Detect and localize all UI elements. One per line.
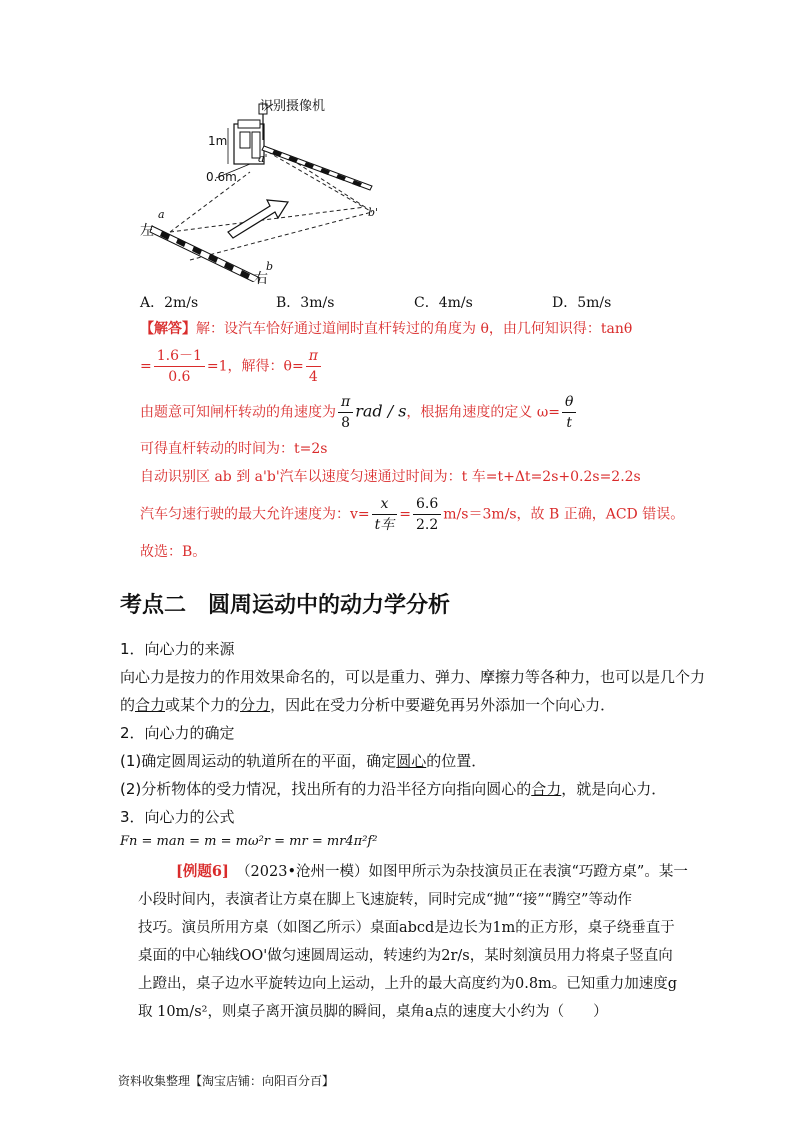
left-barrier bbox=[150, 226, 260, 282]
point-1-text-b: 的合力或某个力的分力，因此在受力分析中要避免再另外添加一个向心力． bbox=[120, 696, 616, 714]
point-1-text-a: 向心力是按力的作用效果命名的，可以是重力、弹力、摩擦力等各种力，也可以是几个力 bbox=[120, 668, 706, 686]
example-line-5: 上蹬出，桌子边水平旋转边向上运动，上升的最大高度约为0.8m。已知重力加速度g bbox=[138, 976, 678, 992]
answer-line-6: 汽车匀速行驶的最大允许速度为：v= $\frac{x}{\text{t车}}$ = $\frac{6.6}{2.2}$ m/s＝3m/s，故 B 正确，ACD 错误。 bbox=[140, 496, 685, 533]
example-line-3: 技巧。演员所用方桌（如图乙所示）桌面abcd是边长为1m的正方形，桌子绕垂直于 bbox=[138, 920, 675, 936]
answer-line-3: 由题意可知闸杆转动的角速度为 $\frac{\pi}{8}$ rad / s，根据角速度的定义 ω= $\frac{\theta}{t}$ bbox=[140, 392, 578, 433]
gate-figure bbox=[140, 92, 390, 282]
point-2-text-2: (2)分析物体的受力情况，找出所有的力沿半径方向指向圆心的合力，就是向心力． bbox=[120, 780, 667, 798]
example-tag: [例题6] bbox=[176, 863, 229, 880]
answer-line-7: 故选：B。 bbox=[140, 544, 207, 560]
answer-line-1: 【解答】解：设汽车恰好通过道闸时直杆转过的角度为 θ，由几何知识得：tanθ bbox=[140, 321, 633, 337]
width-label: 0.6m bbox=[206, 170, 237, 184]
height-label: 1m bbox=[208, 134, 228, 148]
point-3-title: 3．向心力的公式 bbox=[120, 808, 235, 826]
gate-diagram-svg bbox=[140, 92, 390, 282]
force-formula: Fn = man = m = mω²r = mr = mr4π²f² bbox=[120, 834, 378, 849]
point-2-text-1: (1)确定圆周运动的轨道所在的平面，确定圆心的位置． bbox=[120, 752, 487, 770]
example-line-1: [例题6] （2023•沧州一模）如图甲所示为杂技演员正在表演“巧蹬方桌”。某一 bbox=[176, 863, 688, 880]
point-a-prime-label: a' bbox=[258, 152, 268, 165]
point-a-label: a bbox=[158, 208, 165, 221]
answer-tag: 【解答】 bbox=[140, 321, 196, 337]
example-line-4: 桌面的中心轴线OO'做匀速圆周运动，转速约为2r/s，某时刻演员用力将桌子竖直向 bbox=[138, 948, 673, 964]
footer-text: 资料收集整理【淘宝店铺：向阳百分百】 bbox=[118, 1074, 335, 1088]
option-d: D．5m/s bbox=[552, 295, 612, 311]
example-line-6: 取 10m/s²，则桌子离开演员脚的瞬间，桌角a点的速度大小约为（ ） bbox=[138, 1004, 608, 1020]
point-b-prime-label: b' bbox=[368, 206, 379, 219]
point-2-title: 2．向心力的确定 bbox=[120, 724, 235, 742]
option-c: C．4m/s bbox=[414, 295, 473, 311]
answer-line-2: = $\frac{1.6-1}{0.6}$ =1，解得：θ= $\frac{\pi}{4}$ bbox=[140, 346, 323, 387]
answer-line-5: 自动识别区 ab 到 a'b'汽车以速度匀速通过时间为：t 车=t+Δt=2s+0.2s=2.2s bbox=[140, 469, 641, 485]
option-a: A．2m/s bbox=[140, 295, 199, 311]
right-barrier-arm bbox=[262, 146, 372, 190]
camera-label: 识别摄像机 bbox=[260, 99, 326, 114]
right-label: 右 bbox=[254, 271, 268, 287]
point-b-label: b bbox=[266, 260, 274, 273]
option-b: B．3m/s bbox=[276, 295, 335, 311]
direction-arrow bbox=[228, 200, 288, 238]
example-line-2: 小段时间内，表演者让方桌在脚上飞速旋转，同时完成“抛”“接”“腾空”等动作 bbox=[138, 892, 632, 908]
point-1-title: 1．向心力的来源 bbox=[120, 640, 235, 658]
answer-line-4: 可得直杆转动的时间为：t=2s bbox=[140, 441, 328, 457]
section-title: 考点二 圆周运动中的动力学分析 bbox=[120, 593, 451, 618]
left-label: 左 bbox=[140, 223, 154, 239]
